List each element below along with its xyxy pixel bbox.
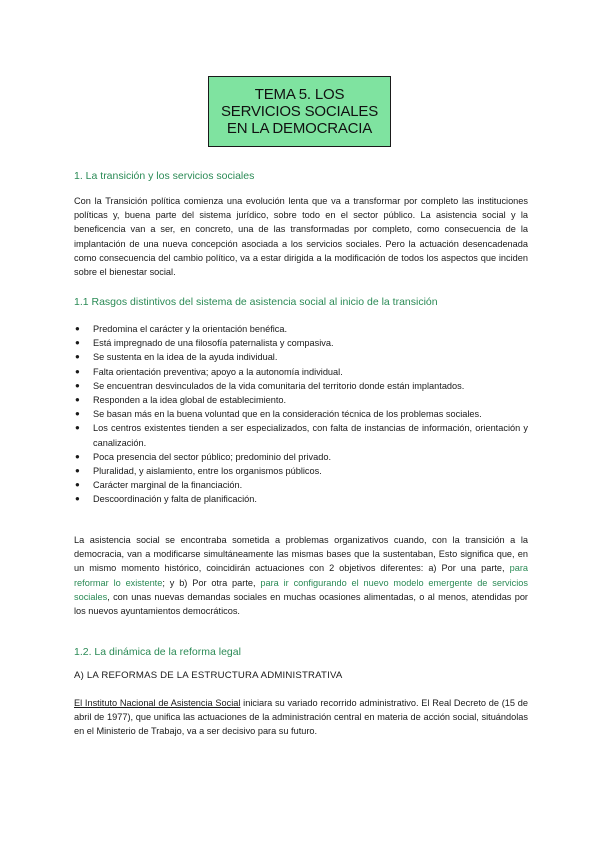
- section-1-1-heading: 1.1 Rasgos distintivos del sistema de asistencia social al inicio de la transición: [74, 296, 438, 308]
- bullet-icon: ●: [75, 380, 80, 390]
- bullet-icon: ●: [75, 338, 80, 348]
- list-item: ● Se basan más en la buena voluntad que en la consideración técnica de los problemas sociales.: [74, 407, 528, 421]
- list-item: ● Los centros existentes tienden a ser especializados, con falta de instancias de información, orientación y canalización.: [75, 423, 528, 448]
- section-a-subheading: A) LA REFORMAS DE LA ESTRUCTURA ADMINISTRATIVA: [74, 670, 343, 681]
- highlight-reform: para reformar lo existente: [74, 563, 528, 588]
- bullet-icon: ●: [75, 494, 80, 504]
- list-item: ● Carácter marginal de la financiación.: [74, 478, 528, 492]
- title-line-2: SERVICIOS SOCIALES: [220, 103, 378, 120]
- list-item: ● Responden a la idea global de establecimiento.: [74, 393, 528, 407]
- bullet-icon: ●: [75, 352, 80, 362]
- bullet-icon: ●: [75, 324, 80, 333]
- highlight-new-model: para ir configurando el nuevo modelo emergente de servicios sociales: [74, 577, 528, 602]
- section-1-2-paragraph: El Instituto Nacional de Asistencia Social iniciara su variado recorrido administrativo. El Real Decreto de (15 de abril de 1977), que unifica las actuaciones de la administración central en materia de acción social, situándolas en el Ministerio de Trabajo, va a ser decisivo para su futuro.: [74, 698, 528, 737]
- list-item: ● Poca presencia del sector público; predominio del privado.: [74, 450, 528, 464]
- bullet-icon: ●: [75, 466, 80, 476]
- list-item: ● Descoordinación y falta de planificación.: [74, 492, 528, 506]
- list-item: ● Pluralidad, y aislamiento, entre los organismos públicos.: [74, 464, 528, 478]
- title-line-1: TEMA 5. LOS: [254, 86, 345, 103]
- features-bullet-list: [74, 322, 528, 507]
- section-1-heading: 1. La transición y los servicios sociales: [74, 170, 255, 182]
- section-1-paragraph: Con la Transición política comienza una evolución lenta que va a transformar por completo las instituciones políticas y, buena parte del sistema jurídico, sobre todo en el sector público. La asistencia social y la beneficencia van a ser, en concreto, una de las transformadas por completo, como consecuencia de la implantación de una nueva concepción asociada a los servicios sociales. Pero la actuación desencadenada como consecuencia del cambio político, va a estar dirigida a la modificación de todos los aspectos que inciden sobre el bienestar social.: [74, 196, 528, 278]
- list-item: ● Se encuentran desvinculados de la vida comunitaria del territorio donde están implantados.: [74, 379, 528, 393]
- title-line-3: EN LA DEMOCRACIA: [226, 120, 373, 137]
- section-1-2-heading: 1.2. La dinámica de la reforma legal: [74, 646, 241, 658]
- bullet-icon: ●: [75, 409, 80, 419]
- section-1-1-paragraph: La asistencia social se encontraba sometida a problemas organizativos cuando, con la transición a la democracia, van a modificarse simultáneamente las mismas bases que la sustentaban, Esto significa que, en un mismo momento histórico, coincidirán actuaciones con 2 objetivos diferentes: a) Por una parte, para reformar lo existente; y b) Por otra parte, para ir configurando el nuevo modelo emergente de servicios sociales, con unas nuevas demandas sociales en muchas ocasiones alimentadas, o al menos, atendidas por los nuevos ayuntamientos democráticos.: [74, 535, 528, 617]
- bullet-icon: ●: [75, 395, 80, 405]
- title-box: [208, 76, 391, 147]
- list-item: ● Está impregnado de una filosofía paternalista y compasiva.: [74, 336, 528, 350]
- institute-name: El Instituto Nacional de Asistencia Social: [74, 698, 241, 708]
- bullet-icon: ●: [75, 423, 80, 433]
- list-item: ● Falta orientación preventiva; apoyo a la autonomía individual.: [74, 365, 528, 379]
- bullet-icon: ●: [75, 451, 80, 461]
- bullet-icon: ●: [75, 366, 80, 376]
- bullet-icon: ●: [75, 480, 80, 490]
- list-item: ● Se sustenta en la idea de la ayuda individual.: [74, 350, 528, 364]
- list-item: ● Predomina el carácter y la orientación benéfica.: [74, 322, 528, 336]
